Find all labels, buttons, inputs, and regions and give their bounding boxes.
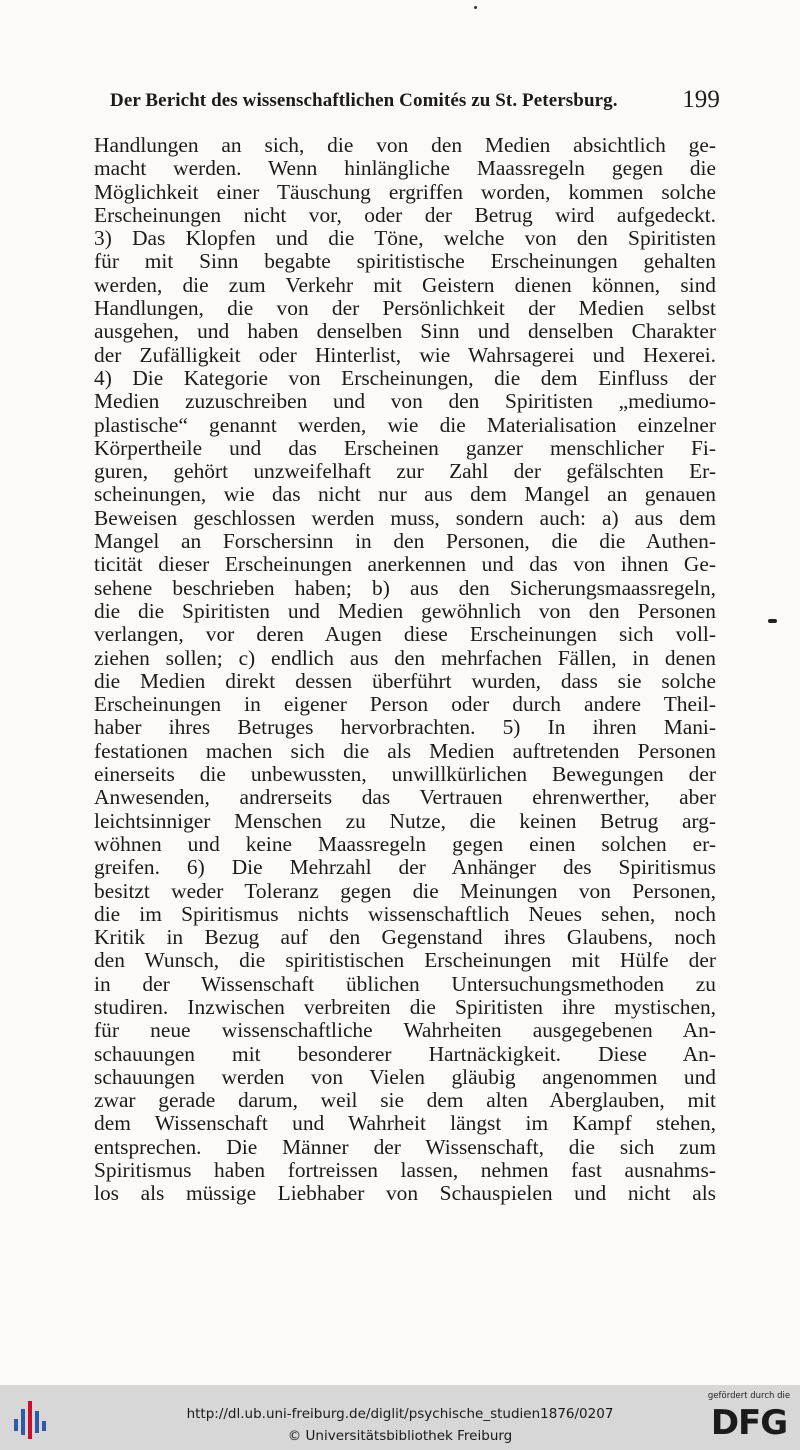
- margin-mark: [768, 619, 777, 623]
- text-line: verlangen, vor deren Augen diese Erscheinungen sich voll-: [94, 622, 716, 647]
- text-line: Kritik in Bezug auf den Gegenstand ihres Glaubens, noch: [94, 925, 716, 950]
- text-line: 3) Das Klopfen und die Töne, welche von den Spiritisten: [94, 226, 716, 251]
- text-line: für mit Sinn begabte spiritistische Erscheinungen gehalten: [94, 249, 716, 274]
- scan-speck: [474, 6, 477, 9]
- page-number: 199: [682, 86, 720, 113]
- text-line: 4) Die Kategorie von Erscheinungen, die dem Einfluss der: [94, 365, 716, 390]
- running-head: [110, 88, 720, 116]
- text-line: Erscheinungen in eigener Person oder durch andere Theil-: [94, 692, 716, 717]
- text-line: ausgehen, und haben denselben Sinn und denselben Charakter: [94, 319, 716, 344]
- text-line: greifen. 6) Die Mehrzahl der Anhänger des Spiritismus: [94, 855, 716, 880]
- text-line: die Medien direkt dessen überführt wurden, dass sie solche: [94, 668, 716, 693]
- text-line: einerseits die unbewussten, unwillkürlichen Bewegungen der: [94, 762, 716, 787]
- text-line: Möglichkeit einer Täuschung ergriffen worden, kommen solche: [94, 179, 716, 204]
- text-line: sehene beschrieben haben; b) aus den Sicherungsmaassregeln,: [94, 575, 716, 600]
- text-line: plastische“ genannt werden, wie die Materialisation einzelner: [94, 412, 716, 437]
- text-line: dem Wissenschaft und Wahrheit längst im Kampf stehen,: [94, 1111, 716, 1136]
- text-line: leichtsinniger Menschen zu Nutze, die keinen Betrug arg-: [94, 808, 716, 833]
- footer-copyright: © Universitätsbibliothek Freiburg: [287, 1428, 513, 1444]
- text-line: Medien zuzuschreiben und von den Spiritisten „mediumo-: [94, 389, 716, 414]
- text-line: Mangel an Forschersinn in den Personen, die die Authen-: [94, 529, 716, 554]
- text-line: besitzt weder Toleranz gegen die Meinungen von Personen,: [94, 878, 716, 903]
- text-line: in der Wissenschaft üblichen Untersuchungsmethoden zu: [94, 971, 716, 996]
- running-head-title: Der Bericht des wissenschaftlichen Comités zu St. Petersburg.: [110, 90, 618, 111]
- text-line: ziehen sollen; c) endlich aus den mehrfachen Fällen, in denen: [94, 645, 716, 670]
- text-line: Handlungen an sich, die von den Medien absichtlich ge-: [94, 133, 716, 157]
- dfg-logo-text: DFG: [710, 1403, 788, 1443]
- text-line: schauungen mit besonderer Hartnäckigkeit. Diese An-: [94, 1041, 716, 1066]
- text-line: Anwesenden, andrerseits das Vertrauen ehrenwerther, aber: [94, 785, 716, 810]
- text-line: ticität dieser Erscheinungen anerkennen und das von ihnen Ge-: [94, 552, 716, 577]
- text-line: die im Spiritismus nichts wissenschaftlich Neues sehen, noch: [94, 901, 716, 926]
- text-line: schauungen werden von Vielen gläubig angenommen und: [94, 1064, 716, 1089]
- text-line: Spiritismus haben fortreissen lassen, nehmen fast ausnahms-: [94, 1158, 716, 1183]
- text-line: los als müssige Liebhaber von Schauspielen und nicht als: [94, 1181, 716, 1206]
- text-line: festationen machen sich die als Medien auftretenden Personen: [94, 738, 716, 763]
- text-line: wöhnen und keine Maassregeln gegen einen solchen er-: [94, 831, 716, 856]
- text-line: die die Spiritisten und Medien gewöhnlich von den Personen: [94, 598, 716, 623]
- dfg-caption: gefördert durch die: [707, 1391, 791, 1401]
- body-text: [94, 134, 716, 1206]
- text-line: studiren. Inzwischen verbreiten die Spiritisten ihre mystischen,: [94, 994, 716, 1019]
- text-line: werden, die zum Verkehr mit Geistern dienen können, sind: [94, 272, 716, 297]
- text-line: den Wunsch, die spiritistischen Erscheinungen mit Hülfe der: [94, 948, 716, 973]
- text-line: Beweisen geschlossen werden muss, sondern auch: a) aus dem: [94, 505, 716, 530]
- text-line: Erscheinungen nicht vor, oder der Betrug wird aufgedeckt.: [94, 202, 716, 227]
- text-line: entsprechen. Die Männer der Wissenschaft, die sich zum: [94, 1134, 716, 1159]
- text-line: Körpertheile und das Erscheinen ganzer menschlicher Fi-: [94, 435, 716, 460]
- footer-url-link[interactable]: http://dl.ub.uni-freiburg.de/diglit/psychische_studien1876/0207: [186, 1406, 614, 1422]
- text-line: macht werden. Wenn hinlängliche Maassregeln gegen die: [94, 156, 716, 181]
- text-line: haber ihres Betruges hervorbrachten. 5) In ihren Mani-: [94, 715, 716, 740]
- text-line: Handlungen, die von der Persönlichkeit der Medien selbst: [94, 296, 716, 321]
- text-line: zwar gerade darum, weil sie dem alten Aberglauben, mit: [94, 1088, 716, 1113]
- footer-bar: [0, 1385, 800, 1450]
- dfg-logo-icon[interactable]: [704, 1389, 794, 1447]
- text-line: guren, gehört unzweifelhaft zur Zahl der gefälschten Er-: [94, 459, 716, 484]
- text-line: scheinungen, wie das nicht nur aus dem Mangel an genauen: [94, 482, 716, 507]
- text-line: der Zufälligkeit oder Hinterlist, wie Wahrsagerei und Hexerei.: [94, 342, 716, 367]
- text-line: für neue wissenschaftliche Wahrheiten ausgegebenen An-: [94, 1018, 716, 1043]
